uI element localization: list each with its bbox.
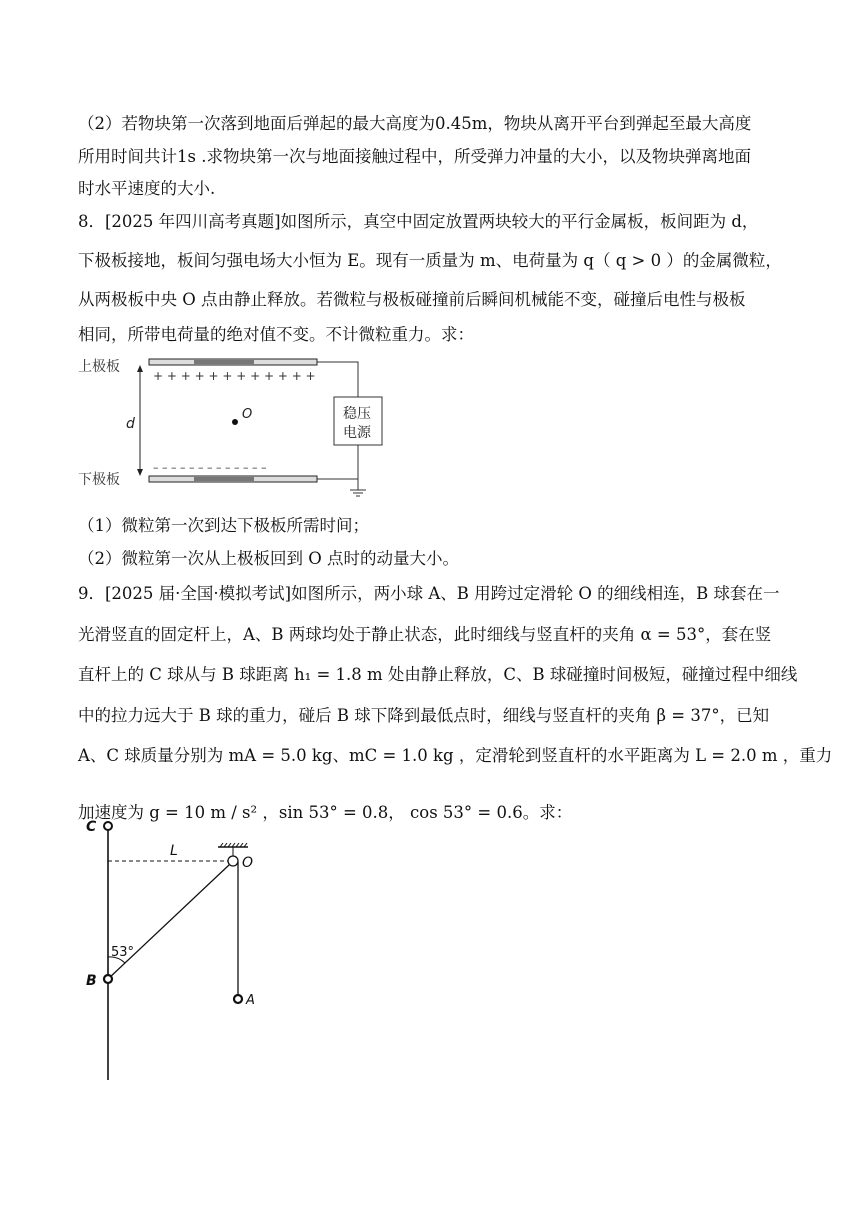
q8-sub1: （1）微粒第一次到达下极板所需时间； xyxy=(78,516,369,535)
voltage-source-label-1: 稳压 xyxy=(343,406,371,422)
angle-label: 53° xyxy=(111,945,135,960)
d-label: d xyxy=(126,416,135,432)
q8-capacitor-figure xyxy=(74,352,404,502)
q9-line-3: 直杆上的 C 球从与 B 球距离 h₁ = 1.8 m 处由静止释放，C、B 球碰撞时间极短，碰撞过程中细线 xyxy=(78,665,798,684)
lower-plate-label: 下极板 xyxy=(78,472,120,488)
l-label: L xyxy=(170,843,178,859)
b-label: B xyxy=(86,973,97,989)
minus-charges: – – – – – – – – – – – – – xyxy=(153,461,267,474)
ball-c xyxy=(104,822,112,830)
voltage-source-label-2: 电源 xyxy=(343,425,371,441)
q9-pulley-figure xyxy=(80,820,300,1080)
string-b-o xyxy=(108,865,229,979)
q7-sub2-line-2: 所用时间共计1s .求物块第一次与地面接触过程中，所受弹力冲量的大小，以及物块弹离地面 xyxy=(78,147,751,166)
q9-line-4: 中的拉力远大于 B 球的重力，碰后 B 球下降到最低点时，细线与竖直杆的夹角 β = 37°，已知 xyxy=(78,706,770,725)
q8-line-4: 相同，所带电荷量的绝对值不变。不计微粒重力。求： xyxy=(78,325,474,344)
pulley-o xyxy=(228,856,238,866)
q7-sub2-line-1: （2）若物块第一次落到地面后弹起的最大高度为0.45m，物块从离开平台到弹起至最大高度 xyxy=(78,114,752,133)
q8-line-3: 从两极板中央 O 点由静止释放。若微粒与极板碰撞前后瞬间机械能不变，碰撞后电性与极板 xyxy=(78,290,746,309)
ball-a xyxy=(234,995,242,1003)
q8-line-1: 8．[2025 年四川高考真题]如图所示，真空中固定放置两块较大的平行金属板，板间距为 d， xyxy=(78,212,759,231)
o-label: O xyxy=(242,407,253,422)
q9-line-2: 光滑竖直的固定杆上，A、B 两球均处于静止状态，此时细线与竖直杆的夹角 α = 53°，套在竖 xyxy=(78,625,772,644)
q9-line-1: 9．[2025 届·全国·模拟考试]如图所示，两小球 A、B 用跨过定滑轮 O 的细线相连，B 球套在一 xyxy=(78,584,780,603)
upper-plate-label: 上极板 xyxy=(78,359,120,375)
plus-charges: + + + + + + + + + + + + xyxy=(153,369,316,383)
q8-line-2: 下极板接地，板间匀强电场大小恒为 E。现有一质量为 m、电荷量为 q（ q > 0 ）的金属微粒， xyxy=(78,251,782,270)
q9-line-5: A、C 球质量分别为 mA = 5.0 kg、mC = 1.0 kg ，定滑轮到竖直杆的水平距离为 L = 2.0 m ，重力 xyxy=(78,746,833,765)
q9-line-6: 加速度为 g = 10 m / s² ，sin 53° = 0.8， cos 53° = 0.6。求： xyxy=(78,803,573,822)
ball-b xyxy=(104,975,112,983)
q8-sub2: （2）微粒第一次从上极板回到 O 点时的动量大小。 xyxy=(78,549,460,568)
c-label: C xyxy=(86,820,97,835)
particle-o xyxy=(232,419,238,425)
q7-sub2-line-3: 时水平速度的大小. xyxy=(78,179,216,198)
a-label: A xyxy=(246,993,255,1008)
o-pulley-label: O xyxy=(242,855,254,871)
